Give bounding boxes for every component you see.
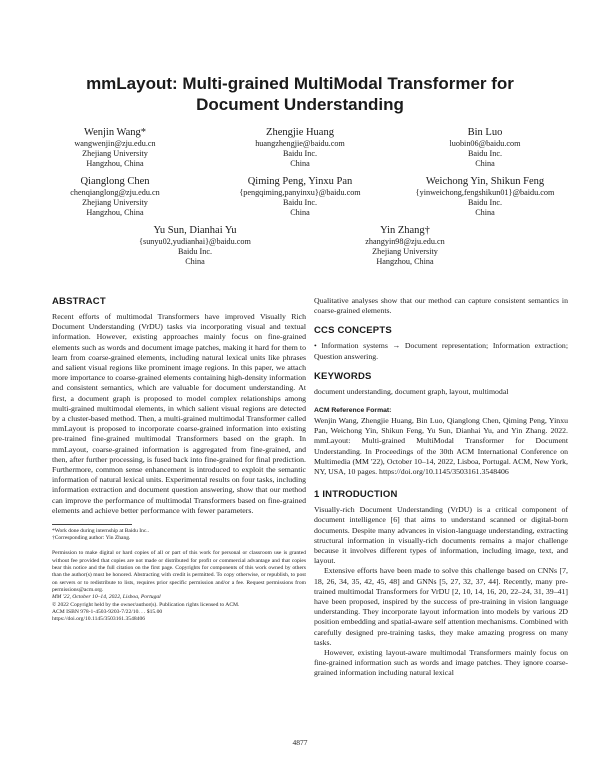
- author-affiliation: Baidu Inc.: [282, 149, 318, 158]
- doi-link[interactable]: https://doi.org/10.1145/3503161.3548406: [52, 616, 146, 623]
- author-email: {yinweichong,fengshikun01}@baidu.com: [415, 188, 555, 197]
- author-row-2: [40, 175, 560, 218]
- intro-paragraph-3: However, existing layout-aware multimodal Transformers mainly focus on fine-grained information such as words and image patches. They ignore coarse-grained information including natural lexical: [314, 648, 568, 678]
- author-name: Yin Zhang†: [380, 225, 430, 236]
- keywords-text: document understanding, document graph, layout, multimodal: [314, 386, 509, 396]
- author-entry: [225, 126, 375, 169]
- author-location: Hangzhou, China: [376, 257, 434, 266]
- author-location: China: [185, 257, 205, 266]
- reference-format-heading: ACM Reference Format:: [314, 407, 392, 415]
- copyright-line: © 2022 Copyright held by the owner/author(s). Publication rights licensed to ACM.: [52, 601, 240, 608]
- ccs-heading: CCS CONCEPTS: [314, 325, 392, 337]
- footnote-corresponding: †Corresponding author: Yin Zhang.: [52, 535, 131, 542]
- left-column: [52, 296, 306, 623]
- author-affiliation: Baidu Inc.: [177, 247, 213, 256]
- intro-paragraph-2: Extensive efforts have been made to solve this challenge based on CNNs [7, 18, 26, 34, 35, 42, 45, 48] and GNNs [5, 27, 32, 37, 44]. Recently, many pre-trained multimodal Transformers for VrDU [2, 10, 14, 16, 20, 22–24, 31, 39–41] have been proposed, inspired by the success of pre-training in vision language understanding. They incorporate layout information into models by various 2D position embedding and spatial-aware self attention mechanisms. Combined with carefully designed pre-training tasks, they make amazing progress on many tasks.: [314, 566, 568, 647]
- author-affiliation: Baidu Inc.: [467, 198, 503, 207]
- author-email: zhangyin98@zju.edu.cn: [365, 237, 445, 246]
- author-name: Yu Sun, Dianhai Yu: [153, 225, 237, 236]
- author-entry: [225, 175, 375, 218]
- author-affiliation: Baidu Inc.: [467, 149, 503, 158]
- author-row-1: [40, 126, 560, 169]
- venue-line: MM '22, October 10–14, 2022, Lisboa, Portugal: [52, 594, 161, 601]
- author-location: China: [290, 159, 310, 168]
- permission-text: Permission to make digital or hard copies of all or part of this work for personal or classroom use is granted without fee provided that copies are not made or distributed for profit or commercial advantage and that copies bear this notice and the full citation on the first page. Copyrights for components of this work owned by others than the author(s) must be honored. Abstracting with credit is permitted. To copy otherwise, or republish, to post on servers or to redistribute to lists, requires prior specific permission and/or a fee. Request permissions from permissions@acm.org.: [52, 550, 306, 593]
- author-name: Bin Luo: [467, 127, 503, 138]
- author-email: huangzhengjie@baidu.com: [255, 139, 345, 148]
- author-name: Qianglong Chen: [80, 176, 150, 187]
- page-number: 4877: [292, 738, 308, 747]
- author-name: Weichong Yin, Shikun Feng: [425, 176, 545, 187]
- author-name: Zhengjie Huang: [266, 127, 334, 138]
- author-block: [40, 126, 560, 273]
- paper-title: mmLayout: Multi-grained MultiModal Transformer for Document Understanding: [86, 74, 514, 114]
- author-entry: [40, 175, 190, 218]
- introduction-heading: 1 INTRODUCTION: [314, 489, 398, 501]
- isbn-line: ACM ISBN 978-1-4503-9203-7/22/10. . . $15.00: [52, 608, 163, 615]
- author-location: Hangzhou, China: [86, 159, 144, 168]
- author-entry: [410, 175, 560, 218]
- author-email: wangwenjin@zju.edu.cn: [74, 139, 156, 148]
- author-name: Wenjin Wang*: [84, 127, 146, 138]
- author-affiliation: Zhejiang University: [372, 247, 438, 256]
- ccs-text: • Information systems → Document representation; Information extraction; Question answering.: [314, 341, 568, 361]
- author-entry: [40, 126, 190, 169]
- keywords-heading: KEYWORDS: [314, 370, 372, 382]
- permission-block: [52, 550, 306, 623]
- intro-paragraph-1: Visually-rich Document Understanding (VrDU) is a critical component of document intelligence [6] that aims to understand scanned or digital-born documents. Despite many advances in vision-language understanding, extracting structural information in visually-rich documents remains a major challenge because it involves different types of information, including image, text, and layout.: [314, 505, 568, 566]
- abstract-heading: ABSTRACT: [52, 296, 106, 307]
- abstract-text: Recent efforts of multimodal Transformers have improved Visually Rich Document Understanding (VrDU) tasks via incorporating visual and textual information. However, existing approaches mainly focus on fine-grained elements such as words and document image patches, making it hard for them to learn from coarse-grained elements, including natural lexical units like phrases and salient visual regions like prominent image regions. In this paper, we attach more importance to coarse-grained elements containing high-density information and consistent semantics, which are valuable for document understanding. At first, a document graph is proposed to model complex relationships among multi-grained multimodal elements, in which salient visual regions are detected by a cluster-based method. Then, a multi-grained multimodal Transformer called mmLayout is proposed to incorporate coarse-grained information into existing pre-trained fine-grained multimodal Transformers based on the graph. In mmLayout, coarse-grained information is aggregated from fine-grained, and then, after further processing, is fused back into fine-grained for final prediction. Furthermore, common sense enhancement is introduced to exploit the semantic information of natural lexical units. Experimental results on four tasks, including information extraction and document question answering, show that our method can improve the performance of multimodal Transformers based on fine-grained elements and achieve better performance with fewer parameters.: [52, 312, 306, 515]
- author-location: China: [475, 208, 495, 217]
- author-affiliation: Baidu Inc.: [282, 198, 318, 207]
- footnote-internship: *Work done during internship at Baidu Inc..: [52, 528, 150, 535]
- author-location: Hangzhou, China: [86, 208, 144, 217]
- author-location: China: [475, 159, 495, 168]
- author-row-3: [40, 224, 560, 267]
- author-email: {pengqiming,panyinxu}@baidu.com: [239, 188, 361, 197]
- author-location: China: [290, 208, 310, 217]
- footnotes: [52, 524, 150, 542]
- author-name: Qiming Peng, Yinxu Pan: [247, 176, 353, 187]
- author-email: {sunyu02,yudianhai}@baidu.com: [139, 237, 251, 246]
- author-email: luobin06@baidu.com: [449, 139, 521, 148]
- right-column: [314, 296, 568, 688]
- author-entry: [410, 126, 560, 169]
- author-entry: [330, 224, 480, 267]
- author-affiliation: Zhejiang University: [82, 198, 148, 207]
- abstract-continuation: Qualitative analyses show that our method can capture consistent semantics in coarse-grained elements.: [314, 296, 568, 316]
- author-email: chenqianglong@zju.edu.cn: [70, 188, 160, 197]
- author-entry: [120, 224, 270, 267]
- author-affiliation: Zhejiang University: [82, 149, 148, 158]
- reference-format-text: Wenjin Wang, Zhengjie Huang, Bin Luo, Qianglong Chen, Qiming Peng, Yinxu Pan, Weichong Yin, Shikun Feng, Yu Sun, Dianhai Yu, and Yin Zhang. 2022. mmLayout: Multi-grained MultiModal Transformer for Document Understanding. In Proceedings of the 30th ACM International Conference on Multimedia (MM '22), October 10–14, 2022, Lisboa, Portugal. ACM, New York, NY, USA, 10 pages. https://doi.org/10.1145/3503161.3548406: [314, 416, 568, 477]
